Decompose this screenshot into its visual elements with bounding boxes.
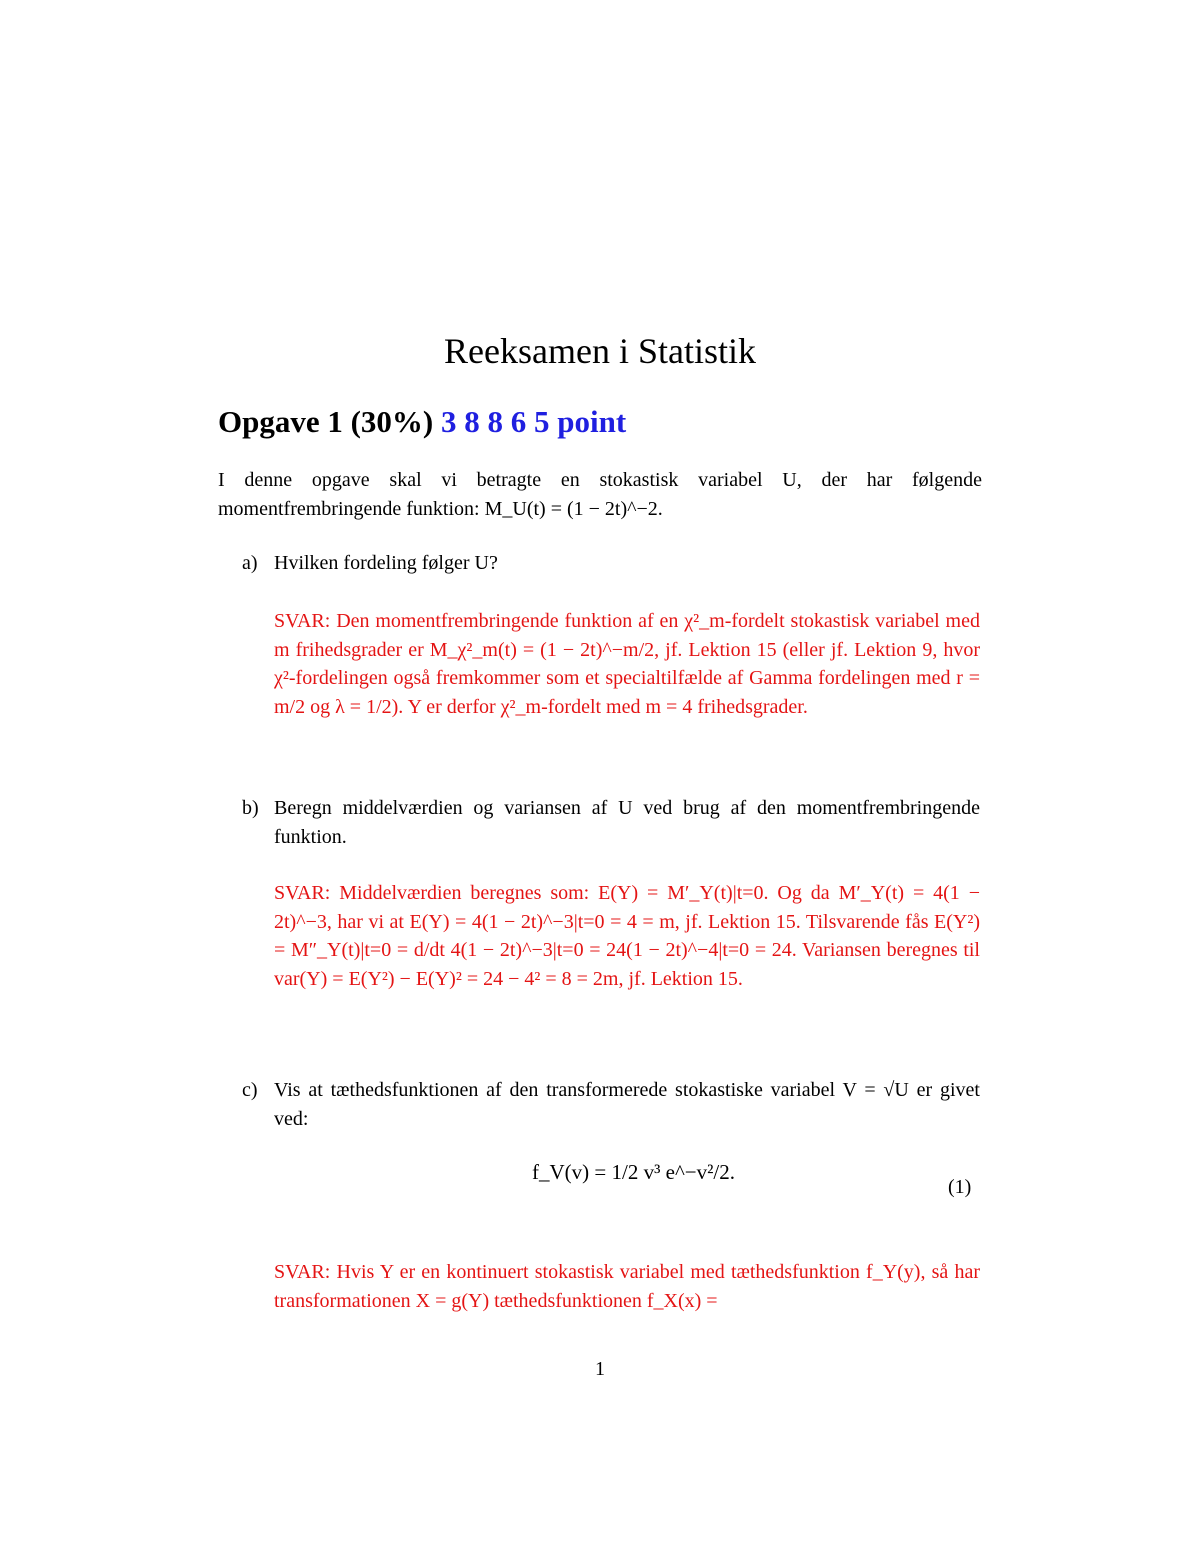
page-number: 1 bbox=[595, 1358, 605, 1380]
item-c-marker: c) bbox=[242, 1079, 258, 1101]
document-title: Reeksamen i Statistik bbox=[444, 331, 756, 371]
equation-number: (1) bbox=[948, 1176, 972, 1198]
exercise-label: Opgave 1 (30%) bbox=[218, 404, 434, 439]
exercise-heading bbox=[218, 404, 626, 440]
exercise-points: 3 8 8 6 5 point bbox=[441, 404, 627, 439]
density-equation: f_V(v) = 1/2 v³ e^−v²/2. bbox=[532, 1160, 736, 1184]
item-a-marker: a) bbox=[242, 552, 258, 574]
item-b-marker: b) bbox=[242, 797, 259, 819]
item-b-question: Beregn middelværdien og variansen af U ved brug af den momentfrembringende funktion. bbox=[274, 797, 980, 848]
intro-paragraph: I denne opgave skal vi betragte en stokastisk variabel U, der har følgende momentfrembringende funktion: M_U(t) = (1 − 2t)^−2. bbox=[218, 469, 982, 520]
item-a-question: Hvilken fordeling følger U? bbox=[274, 552, 498, 574]
item-a-answer: SVAR: Den momentfrembringende funktion af en χ²_m-fordelt stokastisk variabel med m frihedsgrader er M_χ²_m(t) = (1 − 2t)^−m/2, jf. Lektion 15 (eller jf. Lektion 9, hvor χ²-fordelingen også fremkommer som et specialtilfælde af Gamma fordelingen med r = m/2 og λ = 1/2). Y er derfor χ²_m-fordelt med m = 4 frihedsgrader. bbox=[274, 610, 980, 718]
item-c-question: Vis at tæthedsfunktionen af den transformerede stokastiske variabel V = √U er givet ved: bbox=[274, 1079, 980, 1130]
item-c-answer: SVAR: Hvis Y er en kontinuert stokastisk variabel med tæthedsfunktion f_Y(y), så har transformationen X = g(Y) tæthedsfunktionen f_X(x) = bbox=[274, 1261, 980, 1312]
item-b-answer: SVAR: Middelværdien beregnes som: E(Y) = M′_Y(t)|t=0. Og da M′_Y(t) = 4(1 − 2t)^−3, har vi at E(Y) = 4(1 − 2t)^−3|t=0 = 4 = m, jf. Lektion 15. Tilsvarende fås E(Y²) = M″_Y(t)|t=0 = d/dt 4(1 − 2t)^−3|t=0 = 24(1 − 2t)^−4|t=0 = 24. Variansen beregnes til var(Y) = E(Y²) − E(Y)² = 24 − 4² = 8 = 2m, jf. Lektion 15. bbox=[274, 882, 980, 990]
